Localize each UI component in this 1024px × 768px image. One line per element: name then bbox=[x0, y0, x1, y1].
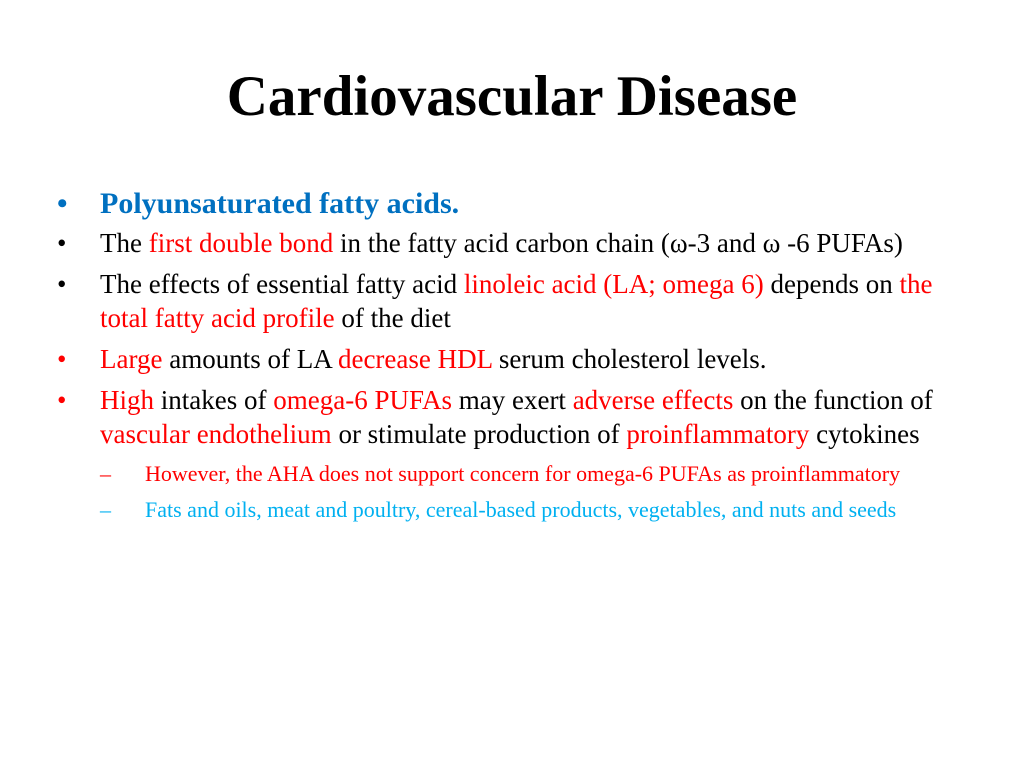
text-segment: linoleic acid (LA; omega 6) bbox=[463, 269, 764, 299]
text-segment: The bbox=[100, 228, 149, 258]
bullet-marker: • bbox=[57, 187, 68, 220]
bullet-text bbox=[100, 344, 767, 374]
bullet-item bbox=[57, 267, 967, 335]
bullet-text bbox=[100, 269, 932, 333]
text-segment: the total fatty acid profile bbox=[100, 269, 933, 333]
bullet-marker: • bbox=[57, 228, 67, 258]
text-segment: or stimulate production of bbox=[331, 419, 627, 449]
text-segment: proinflammatory bbox=[626, 419, 810, 449]
text-segment: decrease HDL bbox=[337, 344, 493, 374]
text-segment: vascular endothelium bbox=[100, 419, 332, 449]
text-segment: However, the AHA does not support concern for omega-6 PUFAs as proinflammatory bbox=[145, 461, 901, 486]
sub-bullet-text bbox=[145, 461, 900, 486]
text-segment: of the diet bbox=[334, 303, 451, 333]
bullet-list bbox=[57, 184, 967, 531]
slide-title: Cardiovascular Disease bbox=[226, 65, 798, 128]
sub-bullet-item bbox=[100, 495, 967, 524]
bullet-item bbox=[57, 184, 967, 224]
sub-bullet-list bbox=[100, 459, 967, 524]
text-segment: omega-6 PUFAs bbox=[273, 385, 452, 415]
sub-bullet-marker: – bbox=[100, 497, 111, 522]
sub-bullet-item bbox=[100, 459, 967, 488]
text-segment: cytokines bbox=[809, 419, 920, 449]
text-segment: on the function of bbox=[733, 385, 933, 415]
text-segment: serum cholesterol levels. bbox=[492, 344, 767, 374]
text-segment: may exert bbox=[451, 385, 573, 415]
sub-bullet-text bbox=[145, 497, 896, 522]
sub-bullet-marker: – bbox=[100, 461, 111, 486]
bullet-text bbox=[100, 385, 933, 449]
bullet-text bbox=[100, 187, 459, 220]
text-segment: The effects of essential fatty acid bbox=[100, 269, 464, 299]
text-segment: Large bbox=[100, 344, 163, 374]
text-segment: depends on bbox=[763, 269, 900, 299]
text-segment: Polyunsaturated fatty acids. bbox=[100, 187, 460, 220]
text-segment: intakes of bbox=[154, 385, 274, 415]
bullet-text bbox=[100, 228, 903, 258]
bullet-marker: • bbox=[57, 344, 67, 374]
text-segment: first double bond bbox=[148, 228, 334, 258]
text-segment: amounts of LA bbox=[162, 344, 338, 374]
text-segment: Fats and oils, meat and poultry, cereal-based products, vegetables, and nuts and seeds bbox=[145, 497, 897, 522]
bullet-item bbox=[57, 383, 967, 524]
text-segment: High bbox=[100, 385, 154, 415]
text-segment: in the fatty acid carbon chain (ω-3 and ω -6 PUFAs) bbox=[333, 228, 903, 258]
bullet-marker: • bbox=[57, 385, 67, 415]
bullet-item bbox=[57, 342, 967, 376]
bullet-marker: • bbox=[57, 269, 67, 299]
bullet-item bbox=[57, 226, 967, 260]
text-segment: adverse effects bbox=[572, 385, 734, 415]
